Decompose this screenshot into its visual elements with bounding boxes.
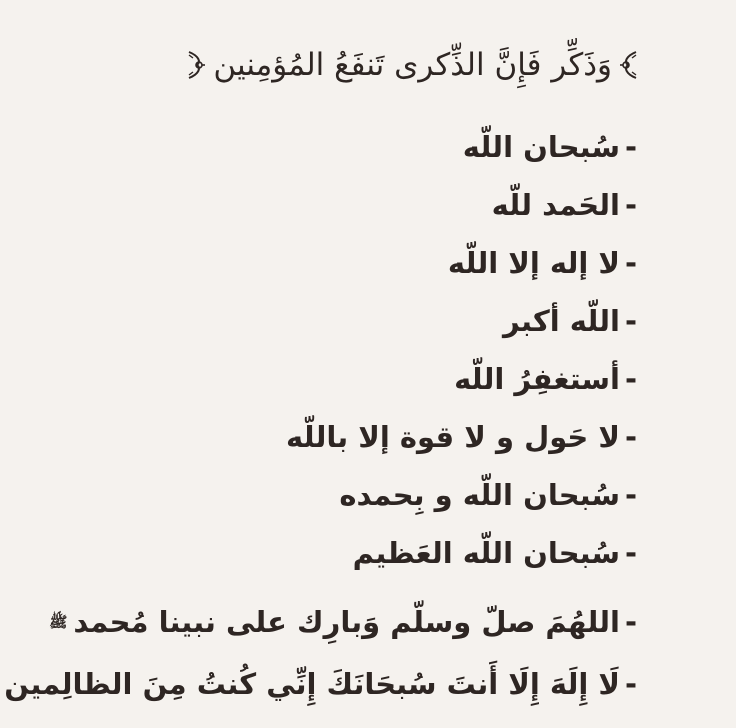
list-item bbox=[4, 350, 642, 408]
dhikr-list bbox=[4, 118, 642, 714]
list-item bbox=[4, 654, 642, 714]
bullet-dash bbox=[620, 188, 642, 222]
list-item-text: سُبحان اللّه العَظيم bbox=[352, 536, 620, 570]
list-item-text: اللهُمَ صلّ وسلّم وَبارِك على نبينا مُحمد bbox=[73, 605, 620, 639]
list-item-text: لَا إِلَهَ إِلَا أَنتَ سُبحَانَكَ إِنِّي كُنتُ مِنَ الظالِمين bbox=[4, 667, 620, 701]
list-item bbox=[4, 292, 642, 350]
list-item-text: اللّه أكبر bbox=[502, 304, 620, 338]
salawat-honorific: ﷺ bbox=[49, 613, 68, 631]
list-item bbox=[4, 408, 642, 466]
bullet-dash bbox=[620, 130, 642, 164]
bullet-dash bbox=[620, 362, 642, 396]
bullet-dash bbox=[620, 605, 642, 639]
ornate-bracket-close-icon bbox=[183, 50, 209, 80]
list-item bbox=[4, 466, 642, 524]
bullet-dash bbox=[620, 246, 642, 280]
list-item bbox=[4, 176, 642, 234]
list-item-text: سُبحان اللّه و بِحمده bbox=[339, 478, 620, 512]
bullet-dash bbox=[620, 304, 642, 338]
ornate-bracket-open-icon bbox=[616, 50, 642, 80]
list-item-text: أستغفِرُ اللّه bbox=[454, 362, 620, 396]
list-item bbox=[4, 524, 642, 582]
bullet-dash bbox=[620, 536, 642, 570]
list-item-text: الحَمد للّه bbox=[491, 188, 620, 222]
list-item-text: لا حَول و لا قوة إلا باللّه bbox=[286, 420, 620, 454]
list-item bbox=[4, 592, 642, 652]
verse-text: وَذَكِّر فَإِنَّ الذِّكرى تَنفَعُ المُؤمِنين bbox=[213, 47, 612, 83]
bullet-dash bbox=[620, 667, 642, 701]
list-item bbox=[4, 234, 642, 292]
bullet-dash bbox=[620, 478, 642, 512]
quran-verse-heading bbox=[183, 38, 642, 92]
list-item-text: لا إله إلا اللّه bbox=[447, 246, 620, 280]
list-item-text: سُبحان اللّه bbox=[462, 130, 620, 164]
bullet-dash bbox=[620, 420, 642, 454]
list-item bbox=[4, 118, 642, 176]
